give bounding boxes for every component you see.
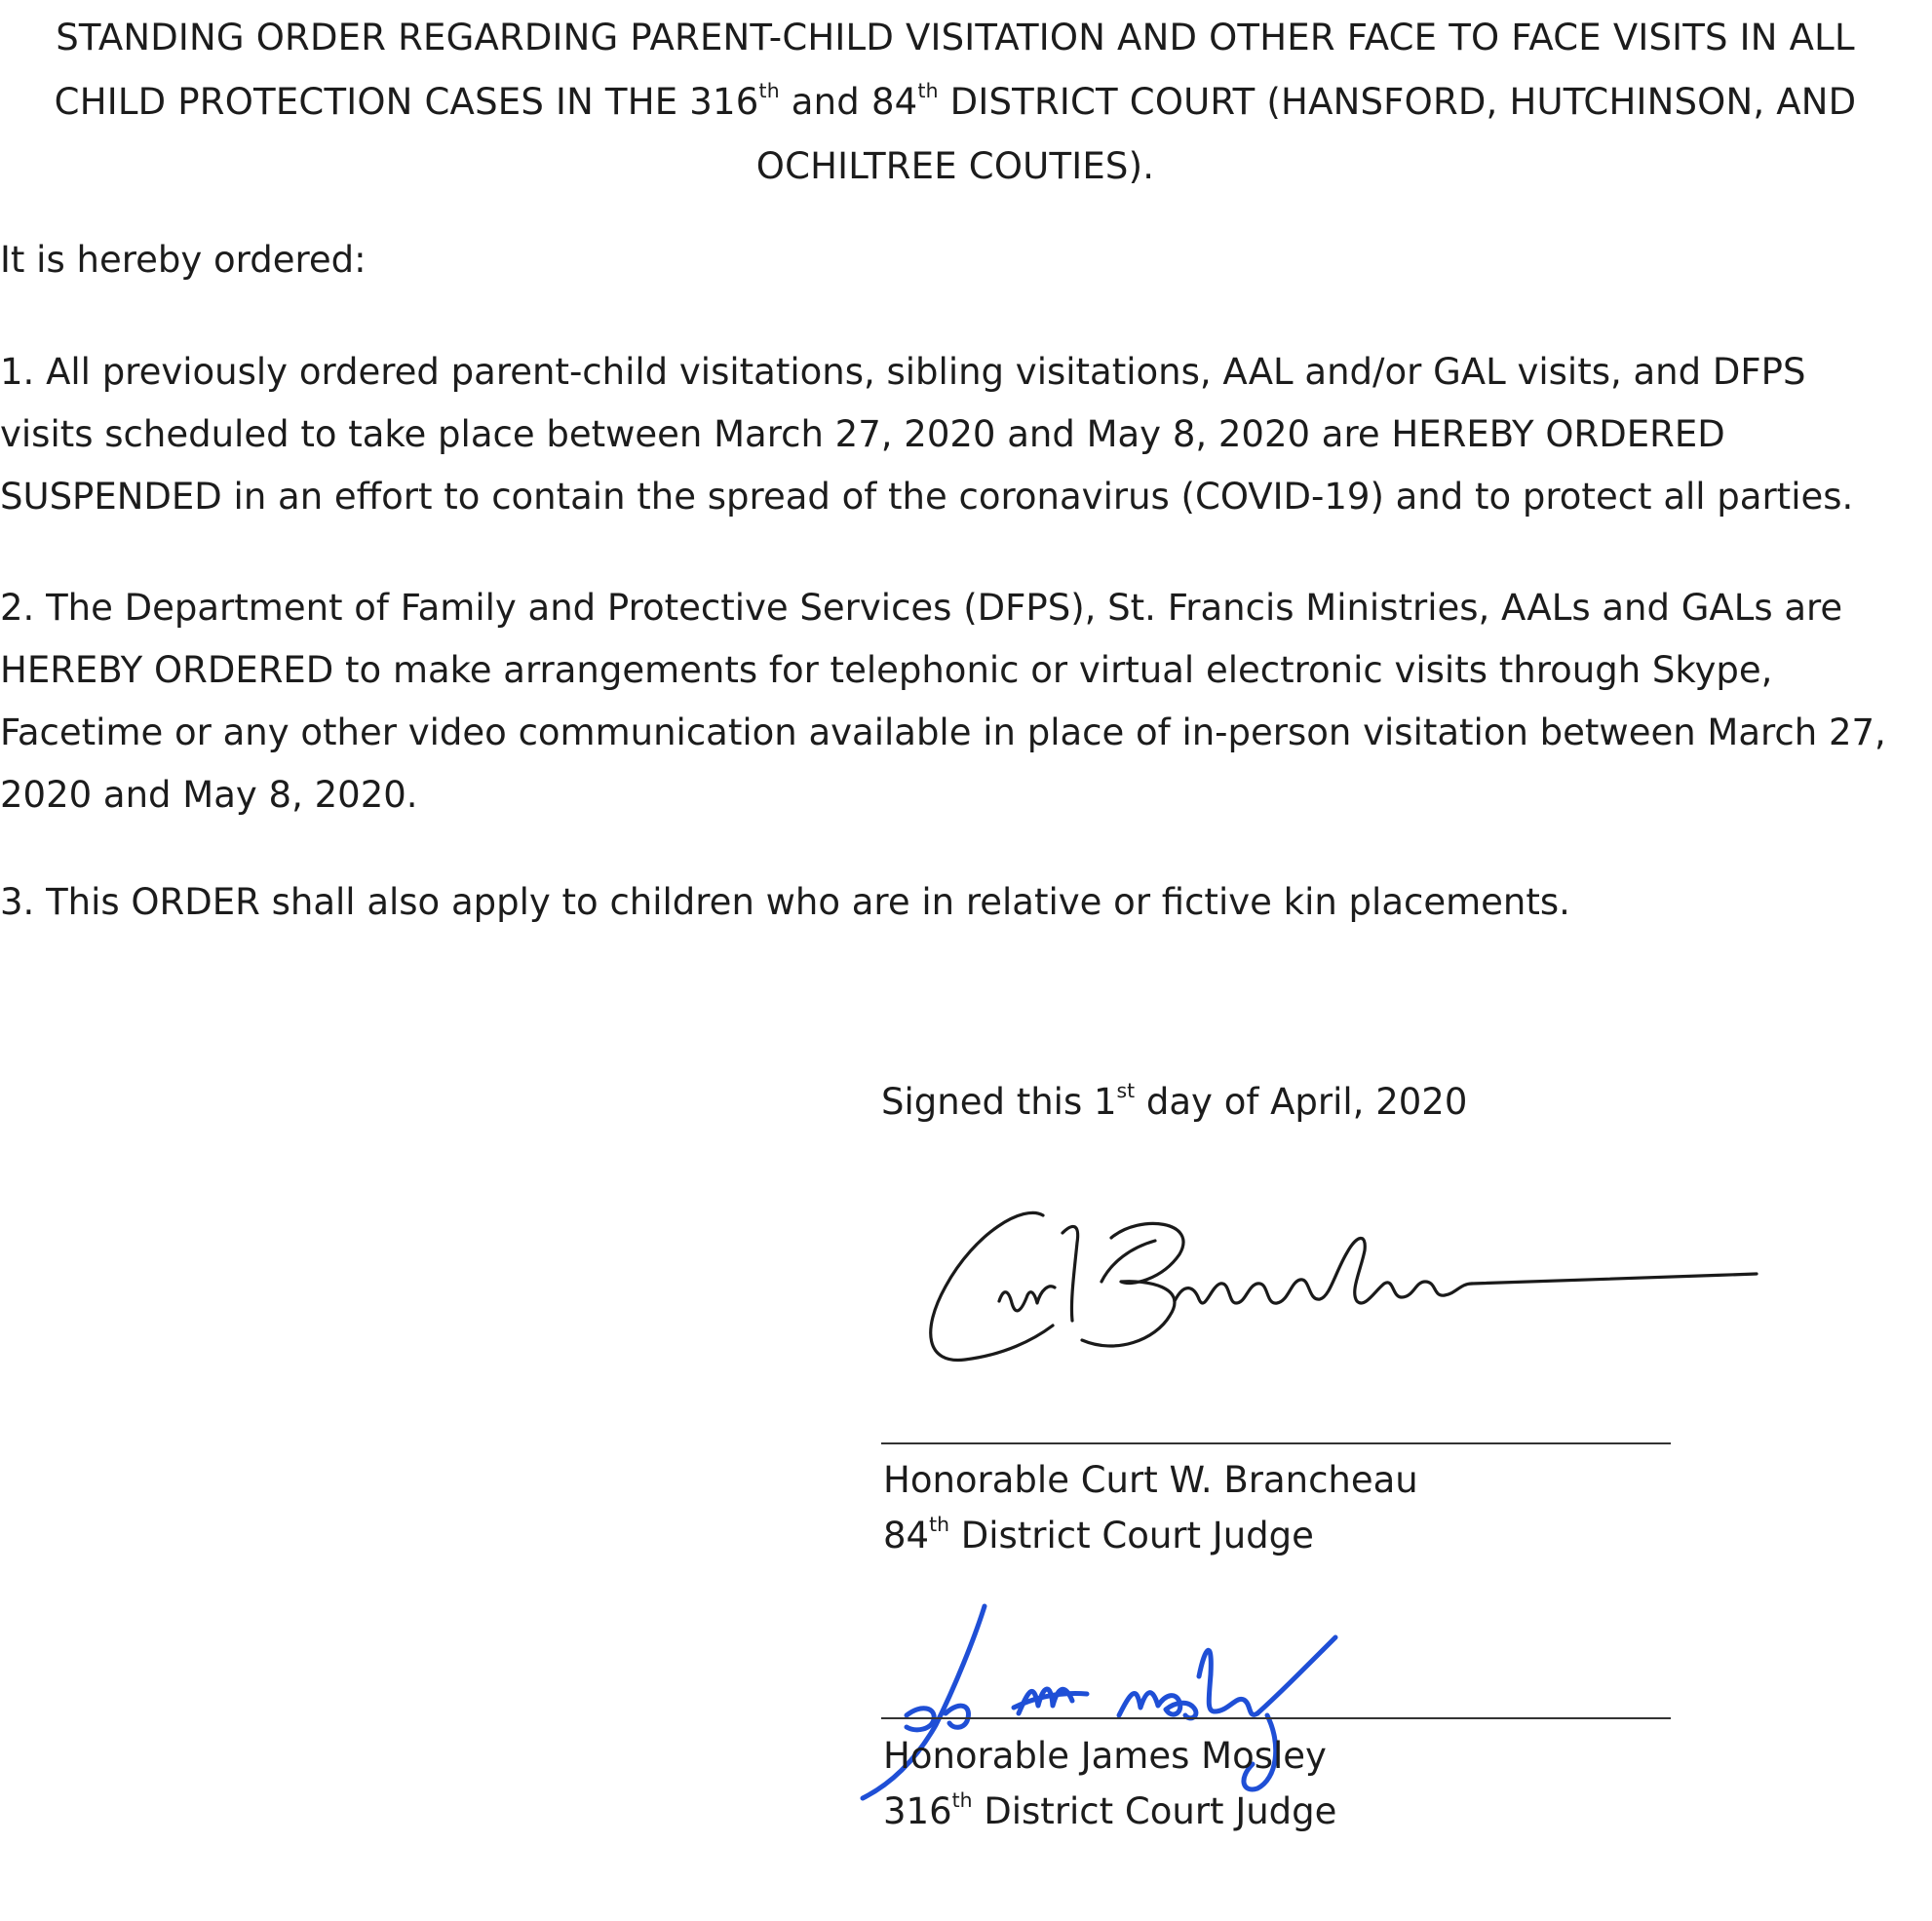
signature-brancheau-strokes xyxy=(931,1212,1757,1360)
judge-2-court-suffix: District Court Judge xyxy=(972,1790,1337,1832)
title-superscript-1: th xyxy=(758,78,780,102)
signature-line-2 xyxy=(881,1717,1671,1719)
signature-brancheau xyxy=(907,1194,1764,1379)
judge-2-court-number: 316 xyxy=(883,1790,952,1832)
title-line-2-part-a: CHILD PROTECTION CASES IN THE 316 xyxy=(54,81,759,123)
judge-1-court-superscript: th xyxy=(929,1512,949,1536)
paragraph-2-line-1: 2. The Department of Family and Protective Services (DFPS), St. Francis Ministries, AALs and GALs are xyxy=(0,587,1843,629)
judge-2-court xyxy=(883,1784,1336,1839)
title-line-2 xyxy=(29,70,1881,134)
judge-2-name: Honorable James Mosley xyxy=(883,1735,1327,1777)
signed-date-superscript: st xyxy=(1116,1078,1136,1102)
intro-text: It is hereby ordered: xyxy=(0,239,367,281)
judge-2-court-superscript: th xyxy=(951,1787,973,1812)
judge-1-name: Honorable Curt W. Brancheau xyxy=(883,1459,1418,1501)
judge-block-1 xyxy=(883,1452,1418,1563)
paragraph-3-line-1: 3. This ORDER shall also apply to children who are in relative or fictive kin placements. xyxy=(0,881,1570,923)
title-line-2-part-c: DISTRICT COURT (HANSFORD, HUTCHINSON, AND xyxy=(938,81,1857,123)
paragraph-1-line-1: 1. All previously ordered parent-child visitations, sibling visitations, AAL and/or GAL visits, and DFPS xyxy=(0,351,1806,393)
signed-date-prefix: Signed this 1 xyxy=(881,1081,1117,1123)
signed-date-suffix: day of April, 2020 xyxy=(1135,1081,1468,1123)
judge-1-court xyxy=(883,1508,1418,1563)
title-superscript-2: th xyxy=(917,78,939,102)
title-line-3: OCHILTREE COUTIES). xyxy=(755,145,1155,187)
paragraph-1-line-3: SUSPENDED in an effort to contain the spread of the coronavirus (COVID-19) and to protect all parties. xyxy=(0,476,1854,518)
signature-line-1 xyxy=(881,1442,1671,1444)
title-line-1: STANDING ORDER REGARDING PARENT-CHILD VISITATION AND OTHER FACE TO FACE VISITS IN ALL xyxy=(56,17,1855,58)
paragraph-2 xyxy=(0,577,1886,826)
paragraph-3 xyxy=(0,871,1570,934)
paragraph-1 xyxy=(0,341,1853,528)
title-line-2-part-b: and 84 xyxy=(779,81,918,123)
judge-block-2 xyxy=(883,1728,1336,1839)
judge-1-court-number: 84 xyxy=(883,1515,930,1556)
paragraph-1-line-2: visits scheduled to take place between March 27, 2020 and May 8, 2020 are HEREBY ORDERED xyxy=(0,413,1725,455)
paragraph-2-line-2: HEREBY ORDERED to make arrangements for telephonic or virtual electronic visits through Skype, xyxy=(0,649,1773,691)
judge-1-court-suffix: District Court Judge xyxy=(948,1515,1314,1556)
paragraph-2-line-4: 2020 and May 8, 2020. xyxy=(0,774,418,816)
order-title xyxy=(29,6,1881,199)
paragraph-2-line-3: Facetime or any other video communication available in place of in-person visitation between March 27, xyxy=(0,711,1886,753)
signed-date xyxy=(881,1078,1467,1127)
